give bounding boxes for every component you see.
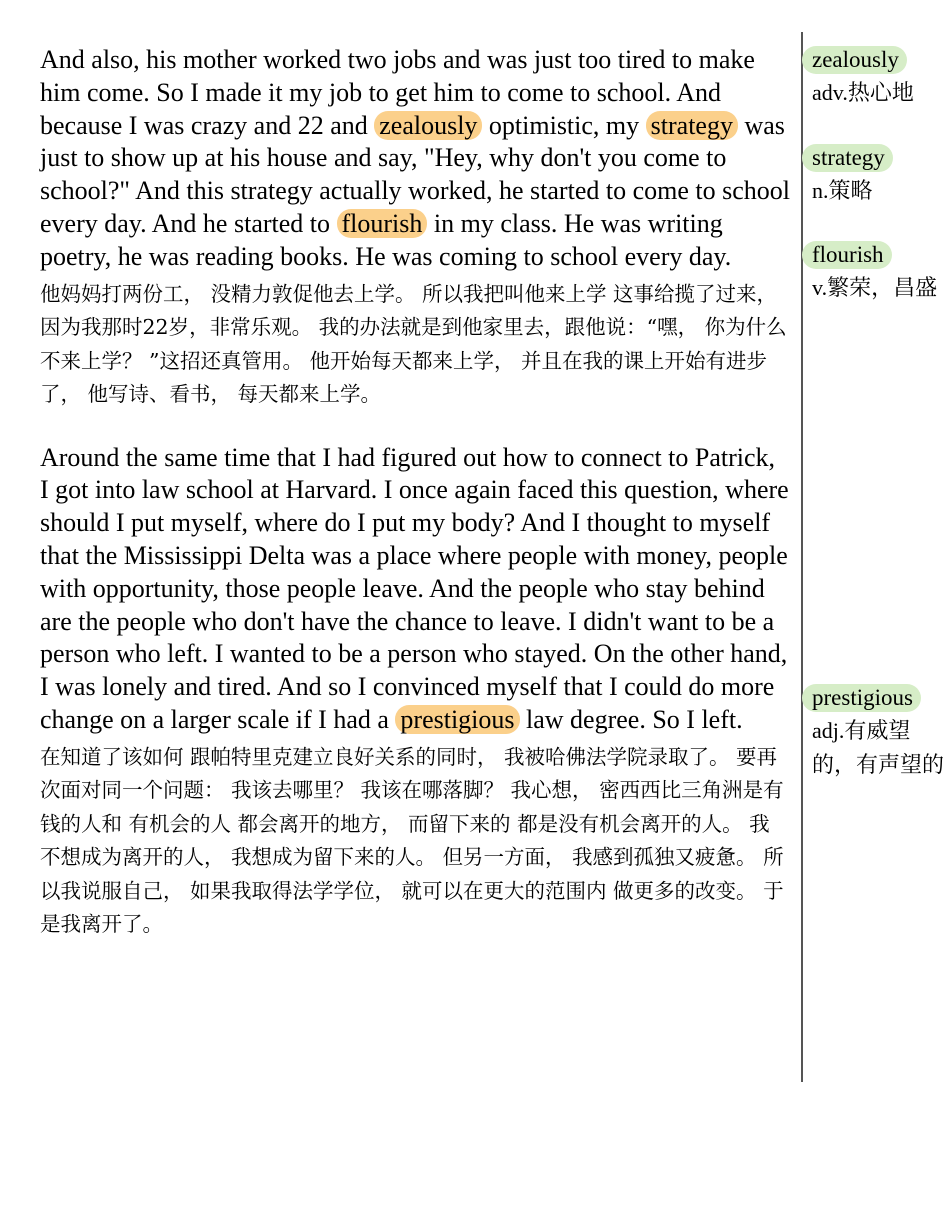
- vocab-term[interactable]: flourish: [802, 241, 892, 269]
- part-of-speech: v.: [812, 275, 828, 300]
- vocab-term[interactable]: zealously: [802, 46, 907, 74]
- highlight-flourish[interactable]: flourish: [337, 209, 428, 238]
- vocab-note-prestigious: [812, 684, 947, 783]
- vocab-definition: [812, 174, 947, 209]
- part-of-speech: adj.: [812, 718, 845, 743]
- meaning: 繁荣，昌盛: [827, 276, 938, 301]
- vocab-definition: [812, 271, 947, 306]
- english-paragraph-2: [40, 442, 790, 737]
- paragraph-spacer: [40, 412, 790, 442]
- meaning: 有威望的，有声望的: [812, 719, 945, 778]
- vocab-definition: [812, 714, 947, 783]
- vocab-definition: [812, 76, 947, 111]
- vocab-term[interactable]: prestigious: [802, 684, 921, 712]
- highlight-zealously[interactable]: zealously: [374, 111, 482, 140]
- vocab-term[interactable]: strategy: [802, 144, 893, 172]
- text-run: was just to show up at his house and say, "Hey, why don't you come to school?" And this strategy actually worked, he started to come to school every day. And he started to: [40, 110, 790, 238]
- text-run: in my class. He was writing poetry, he was reading books. He was coming to school every day.: [40, 208, 732, 271]
- meaning: 策略: [828, 179, 873, 204]
- chinese-paragraph-1: 他妈妈打两份工， 没精力敦促他去上学。 所以我把叫他来上学 这事给揽了过来， 因为我那时22岁，非常乐观。 我的办法就是到他家里去，跟他说：“嘿， 你为什么不来上学？ ”这招还真管用。 他开始每天都来上学， 并且在我的课上开始有进步了， 他写诗、看书， 每天都来上学。: [40, 281, 787, 407]
- vocab-note-zealously: [812, 46, 947, 111]
- highlight-strategy[interactable]: strategy: [646, 111, 738, 140]
- column-divider: [801, 32, 803, 1082]
- text-run: law degree. So I left.: [519, 704, 743, 734]
- text-run: optimistic, my: [482, 110, 646, 140]
- part-of-speech: adv.: [812, 80, 848, 105]
- transcript-column: [40, 44, 790, 942]
- text-run: Around the same time that I had figured out how to connect to Patrick, I got into law school at Harvard. I once again faced this question, where should I put myself, where do I put my body? And I thought to myself that the Mississippi Delta was a place where people with money, people with opportunity, those people leave. And the people who stay behind are the people who don't have the chance to leave. I didn't want to be a person who left. I wanted to be a person who stayed. On the other hand, I was lonely and tired. And so I convinced myself that I could do more change on a larger scale if I had a: [40, 442, 789, 734]
- meaning: 热心地: [847, 81, 914, 106]
- highlight-prestigious[interactable]: prestigious: [395, 705, 519, 734]
- vocab-note-strategy: [812, 144, 947, 209]
- chinese-paragraph-2: 在知道了该如何 跟帕特里克建立良好关系的同时， 我被哈佛法学院录取了。 要再次面对同一个问题： 我该去哪里？ 我该在哪落脚？ 我心想， 密西西比三角洲是有钱的人和 有机会的人 都会离开的地方， 而留下来的 都是没有机会离开的人。 我不想成为离开的人， 我想成为留下来的人。 但另一方面， 我感到孤独又疲惫。 所以我说服自己， 如果我取得法学学位， 就可以在更大的范围内 做更多的改变。 于是我离开了。: [40, 744, 784, 937]
- english-paragraph-1: [40, 44, 790, 274]
- text-run: And also, his mother worked two jobs and was just too tired to make him come. So I made it my job to get him to come to school. And because I was crazy and 22 and: [40, 45, 755, 140]
- part-of-speech: n.: [812, 178, 829, 203]
- vocab-note-flourish: [812, 241, 947, 306]
